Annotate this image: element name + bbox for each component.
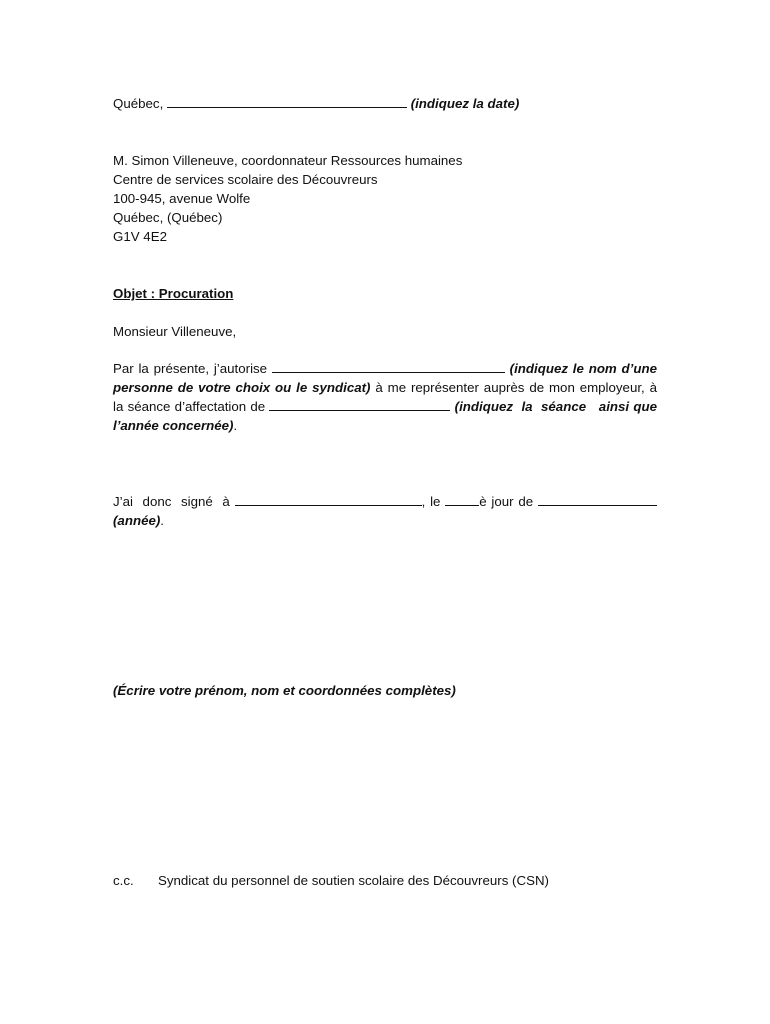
recipient-name: M. Simon Villeneuve, coordonnateur Ressources humaines (113, 153, 463, 168)
date-blank[interactable] (167, 95, 407, 108)
signature-hint: (Écrire votre prénom, nom et coordonnées complètes) (113, 683, 456, 698)
month-blank[interactable] (538, 493, 657, 506)
seance-blank[interactable] (269, 398, 450, 411)
recipient-postal: G1V 4E2 (113, 229, 167, 244)
cc-recipient: Syndicat du personnel de soutien scolaire des Découvreurs (CSN) (158, 873, 549, 888)
salutation: Monsieur Villeneuve, (113, 324, 237, 339)
paragraph-row: Par la présente, j’autorise (indiquez le nom d’une (113, 361, 658, 376)
paragraph-row: J’ai donc signé à , le è jour de (113, 492, 657, 511)
recipient-org: Centre de services scolaire des Découvreurs (113, 172, 378, 187)
date-line (113, 94, 519, 113)
recipient-address: 100-945, avenue Wolfe (113, 191, 251, 206)
subject-line: Objet : Procuration (113, 286, 234, 301)
paragraph-row: la séance d’affectation de (indiquez la séance ainsi que (113, 399, 657, 414)
signature-paragraph (113, 492, 657, 530)
date-place: Québec, (113, 96, 164, 111)
recipient-city: Québec, (Québec) (113, 210, 223, 225)
authorized-person-blank[interactable] (272, 360, 505, 373)
date-hint: (indiquez la date) (410, 96, 520, 111)
paragraph-row: personne de votre choix ou le syndicat) à me représenter auprès de mon employeur, à (113, 380, 657, 395)
day-blank[interactable] (445, 493, 479, 506)
cc-label: c.c. (113, 873, 134, 888)
signed-place-blank[interactable] (235, 493, 422, 506)
paragraph-row: (année). (113, 513, 164, 528)
paragraph-row: l’année concernée). (113, 418, 238, 433)
authorization-paragraph (113, 359, 657, 435)
